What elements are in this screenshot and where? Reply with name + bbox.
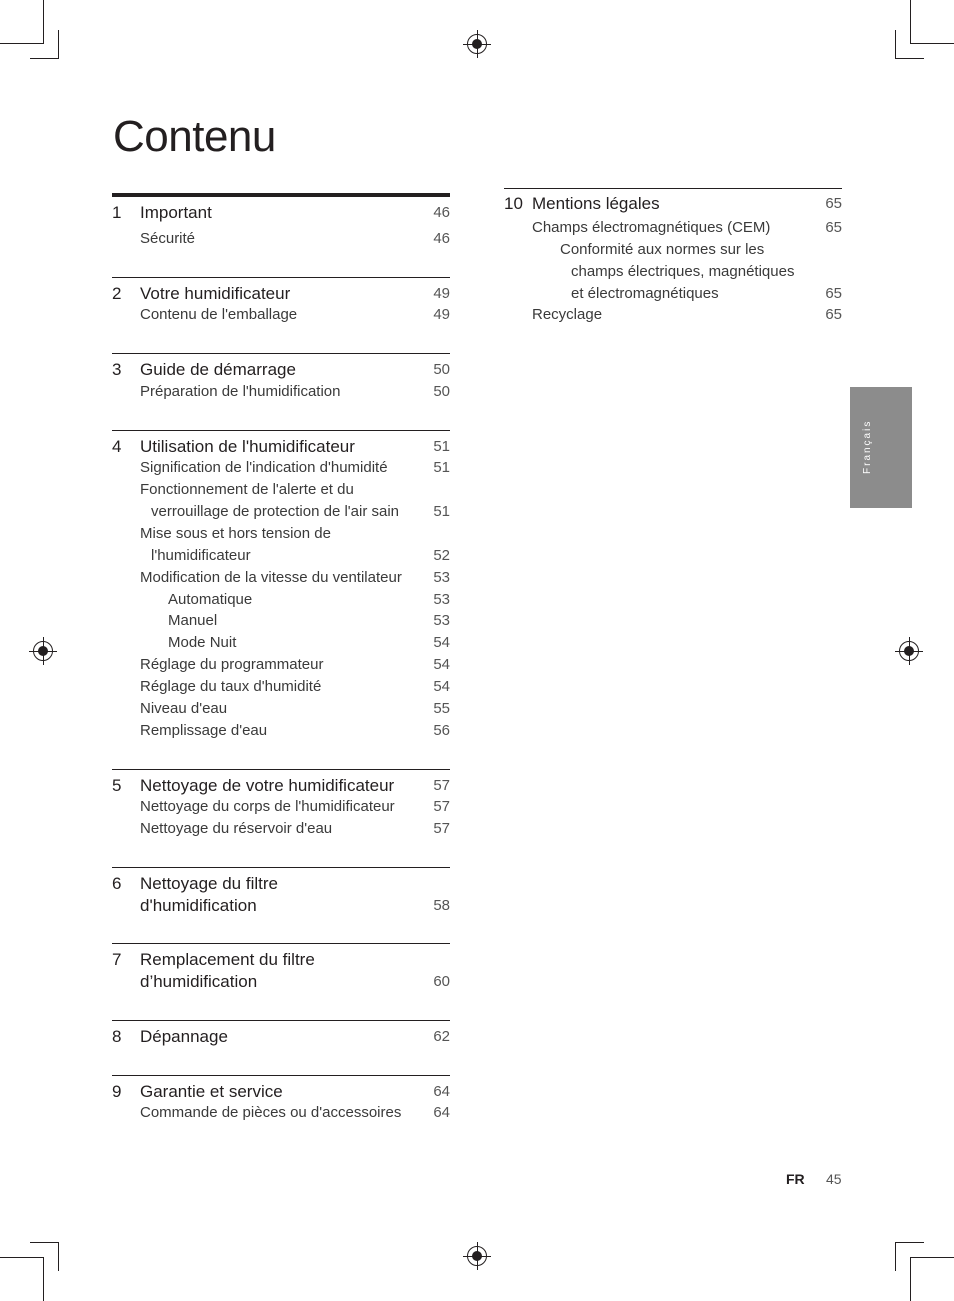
- toc-entry[interactable]: verrouillage de protection de l'air sain: [151, 503, 400, 520]
- toc-page: 57: [433, 820, 450, 837]
- toc-page: 54: [433, 656, 450, 673]
- section-title[interactable]: Garantie et service: [140, 1082, 283, 1101]
- toc-entry[interactable]: Fonctionnement de l'alerte et du: [140, 481, 354, 498]
- crop-mark: [910, 1257, 911, 1301]
- crop-mark: [911, 43, 954, 44]
- section-title[interactable]: Votre humidificateur: [140, 284, 291, 303]
- toc-entry[interactable]: Manuel: [168, 612, 218, 629]
- section-page: 46: [433, 204, 450, 221]
- section-divider: [112, 193, 450, 197]
- section-number: 8: [112, 1027, 122, 1046]
- toc-page: 57: [433, 798, 450, 815]
- toc-entry[interactable]: Remplissage d'eau: [140, 722, 268, 739]
- toc-entry[interactable]: Nettoyage du corps de l'humidificateur: [140, 798, 395, 815]
- toc-entry[interactable]: Signification de l'indication d'humidité: [140, 459, 388, 476]
- toc-entry[interactable]: Modification de la vitesse du ventilateur: [140, 569, 402, 586]
- section-title[interactable]: d’humidification: [140, 972, 258, 991]
- toc-page: 53: [433, 569, 450, 586]
- section-page: 58: [433, 897, 450, 914]
- crop-mark: [43, 1257, 44, 1301]
- toc-entry[interactable]: Conformité aux normes sur les: [560, 241, 765, 258]
- crop-mark: [895, 58, 924, 59]
- toc-entry[interactable]: Automatique: [168, 591, 253, 608]
- toc-page: 49: [433, 306, 450, 323]
- section-title[interactable]: Nettoyage de votre humidificateur: [140, 776, 395, 795]
- section-page: 62: [433, 1028, 450, 1045]
- language-tab-label: Français: [862, 419, 873, 474]
- section-number: 7: [112, 950, 122, 969]
- toc-page: 64: [433, 1104, 450, 1121]
- section-title[interactable]: Nettoyage du filtre: [140, 874, 278, 893]
- crop-mark: [895, 1242, 924, 1243]
- section-title[interactable]: Mentions légales: [532, 194, 660, 213]
- toc-page: 51: [433, 503, 450, 520]
- section-divider: [112, 867, 450, 868]
- toc-page: 50: [433, 383, 450, 400]
- toc-entry[interactable]: champs électriques, magnétiques: [571, 263, 795, 280]
- crop-mark: [911, 1257, 954, 1258]
- section-number: 9: [112, 1082, 122, 1101]
- crop-mark: [58, 1242, 59, 1271]
- section-page: 50: [433, 361, 450, 378]
- toc-page: 51: [433, 459, 450, 476]
- crop-mark: [58, 30, 59, 59]
- section-title[interactable]: Remplacement du filtre: [140, 950, 315, 969]
- section-divider: [112, 943, 450, 944]
- toc-page: 54: [433, 634, 450, 651]
- toc-page: 65: [825, 306, 842, 323]
- section-page: 51: [433, 438, 450, 455]
- section-page: 49: [433, 285, 450, 302]
- toc-entry[interactable]: Réglage du programmateur: [140, 656, 324, 673]
- section-title[interactable]: d'humidification: [140, 896, 257, 915]
- section-divider: [112, 1075, 450, 1076]
- toc-entry[interactable]: Mode Nuit: [168, 634, 237, 651]
- section-number: 3: [112, 360, 122, 379]
- registration-mark-icon: [467, 1246, 487, 1266]
- section-divider: [112, 1020, 450, 1021]
- section-divider: [112, 353, 450, 354]
- toc-entry[interactable]: Recyclage: [532, 306, 603, 323]
- toc-entry[interactable]: Sécurité: [140, 230, 196, 247]
- section-divider: [112, 769, 450, 770]
- section-number: 10: [504, 194, 523, 213]
- crop-mark: [0, 1257, 43, 1258]
- footer-page-number: 45: [826, 1171, 842, 1187]
- section-divider: [112, 277, 450, 278]
- toc-entry[interactable]: Champs électromagnétiques (CEM): [532, 219, 771, 236]
- registration-mark-icon: [899, 641, 919, 661]
- language-tab: [850, 387, 912, 508]
- toc-entry[interactable]: Réglage du taux d'humidité: [140, 678, 322, 695]
- toc-page: 55: [433, 700, 450, 717]
- section-page: 60: [433, 973, 450, 990]
- section-title[interactable]: Utilisation de l'humidificateur: [140, 437, 355, 456]
- toc-entry[interactable]: et électromagnétiques: [571, 285, 719, 302]
- toc-page: 65: [825, 285, 842, 302]
- section-title[interactable]: Important: [140, 203, 212, 222]
- crop-mark: [30, 58, 59, 59]
- section-title[interactable]: Dépannage: [140, 1027, 228, 1046]
- toc-page: 54: [433, 678, 450, 695]
- toc-entry[interactable]: l'humidificateur: [151, 547, 251, 564]
- toc-entry[interactable]: Commande de pièces ou d'accessoires: [140, 1104, 402, 1121]
- section-page: 64: [433, 1083, 450, 1100]
- crop-mark: [0, 43, 43, 44]
- crop-mark: [43, 0, 44, 44]
- section-number: 5: [112, 776, 122, 795]
- registration-mark-icon: [33, 641, 53, 661]
- section-page: 57: [433, 777, 450, 794]
- crop-mark: [30, 1242, 59, 1243]
- section-number: 1: [112, 203, 122, 222]
- toc-entry[interactable]: Mise sous et hors tension de: [140, 525, 331, 542]
- toc-page: 65: [825, 219, 842, 236]
- toc-page: 56: [433, 722, 450, 739]
- page-title: Contenu: [113, 112, 276, 161]
- toc-page: 46: [433, 230, 450, 247]
- section-number: 6: [112, 874, 122, 893]
- crop-mark: [895, 30, 896, 59]
- section-title[interactable]: Guide de démarrage: [140, 360, 296, 379]
- toc-entry[interactable]: Préparation de l'humidification: [140, 383, 341, 400]
- toc-entry[interactable]: Contenu de l'emballage: [140, 306, 298, 323]
- section-divider: [504, 188, 842, 189]
- section-number: 4: [112, 437, 122, 456]
- footer-language: FR: [786, 1171, 805, 1187]
- toc-page: 53: [433, 591, 450, 608]
- toc-page: 52: [433, 547, 450, 564]
- crop-mark: [895, 1242, 896, 1271]
- section-divider: [112, 430, 450, 431]
- toc-entry[interactable]: Niveau d'eau: [140, 700, 228, 717]
- registration-mark-icon: [467, 34, 487, 54]
- crop-mark: [910, 0, 911, 44]
- toc-entry[interactable]: Nettoyage du réservoir d'eau: [140, 820, 333, 837]
- section-page: 65: [825, 195, 842, 212]
- toc-page: 53: [433, 612, 450, 629]
- section-number: 2: [112, 284, 122, 303]
